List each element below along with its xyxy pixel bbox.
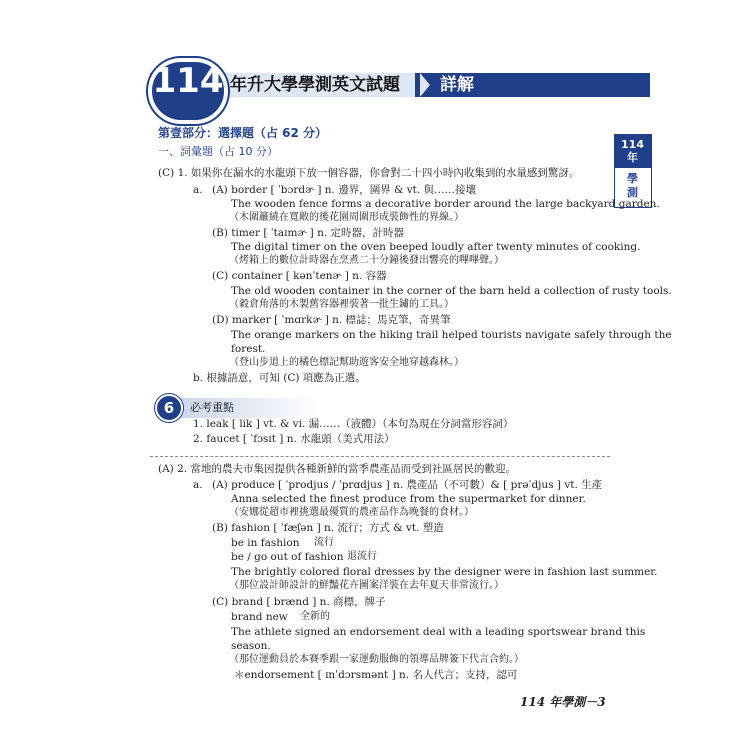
year-number: 114 <box>152 61 224 101</box>
header-arrow-shape <box>420 73 430 97</box>
q1-option-a-word: (A) border [ ˈbɔrdɚ ] n. 邊界，圍界 & vt. 與……接壤 <box>212 184 477 196</box>
q2-option-a-translation: （安娜從超市裡挑選最優質的農產品作為晚餐的食材。） <box>229 507 474 518</box>
q2-option-c-example-cont: season. <box>231 640 271 652</box>
q1-option-a-translation: （木圍籬繞在寬敞的後花園周圍形成裝飾性的界線。） <box>229 212 464 223</box>
q2-option-b-phrase-2: be / go out of fashion <box>231 551 344 563</box>
key-points-icon: 6 <box>155 394 183 422</box>
q2-option-b-word: (B) fashion [ ˈfæʃən ] n. 流行；方式 & vt. 塑造 <box>212 522 444 534</box>
side-tab-year: 114 年 <box>621 138 644 164</box>
page-subtitle: 詳解 <box>440 75 474 95</box>
q2-option-a-word: (A) produce [ ˈprodjus / ˈprɑdjus ] n. 農產品（不可數）& [ prəˈdjus ] vt. 生產 <box>212 479 603 491</box>
q2-option-c-phrase-1: brand new <box>231 611 288 623</box>
divider <box>150 456 610 457</box>
q2-option-a-example: Anna selected the finest produce from the supermarket for dinner. <box>231 493 586 505</box>
q1-option-b-example: The digital timer on the oven beeped loudly after twenty minutes of cooking. <box>231 241 641 253</box>
q2-option-b-phrase-2-meaning: 退流行 <box>347 551 377 562</box>
q2-option-c-note: ＊endorsement [ ɪnˈdɔrsmənt ] n. 名人代言；支持，認可 <box>234 669 518 681</box>
q1-part-a: a. <box>193 184 203 196</box>
question-2-stem: (A) 2. 當地的農夫市集因提供各種新鮮的當季農產品而受到社區居民的歡迎。 <box>158 463 516 475</box>
q1-option-d-word: (D) marker [ ˈmɑrkɚ ] n. 標誌；馬克筆，奇異筆 <box>212 314 451 326</box>
q2-option-c-example: The athlete signed an endorsement deal with a leading sportswear brand this <box>231 626 646 638</box>
q1-option-b-translation: （烤箱上的數位計時器在烹煮二十分鐘後發出響亮的嗶嗶聲。） <box>229 255 504 266</box>
key-point-1: 1. leak [ lik ] vt. & vi. 漏……（液體）（本句為現在分詞當形容詞） <box>193 418 514 430</box>
q2-part-a: a. <box>193 479 203 491</box>
question-1-stem: (C) 1. 如果你在漏水的水龍頭下放一個容器，你會對二十四小時內收集到的水量感到驚訝。 <box>158 167 580 179</box>
page-title: 年升大學學測英文試題 <box>230 75 400 95</box>
subsection-title: 一、詞彙題（占 10 分） <box>158 145 278 158</box>
key-point-2: 2. faucet [ ˈfɔsɪt ] n. 水龍頭（美式用法） <box>193 433 395 445</box>
q1-option-d-translation: （登山步道上的橘色標記幫助遊客安全地穿越森林。） <box>229 357 464 368</box>
q2-option-b-example: The brightly colored floral dresses by the designer were in fashion last summer. <box>231 566 658 578</box>
key-points-label: 必考重點 <box>190 401 234 414</box>
q2-option-c-translation: （那位運動員於本賽季跟一家運動服飾的領導品牌簽下代言合約。） <box>229 654 524 665</box>
q2-option-c-word: (C) brand [ brænd ] n. 商標，牌子 <box>212 596 386 608</box>
side-tab-label: 學 測 <box>627 172 638 199</box>
section-title: 第壹部分：選擇題（占 62 分） <box>158 126 328 140</box>
page-footer: 114 年學測－3 <box>520 695 606 709</box>
q2-option-c-phrase-1-meaning: 全新的 <box>300 611 330 622</box>
q2-option-b-phrase-1-meaning: 流行 <box>314 537 334 548</box>
q1-option-b-word: (B) timer [ ˈtaɪmɚ ] n. 定時器，計時器 <box>212 227 405 239</box>
q2-option-b-translation: （那位設計師設計的鮮豔花卉圖案洋裝在去年夏天非常流行。） <box>229 580 504 591</box>
q1-option-a-example: The wooden fence forms a decorative border around the large backyard garden. <box>231 198 660 210</box>
q1-option-d-example-cont: forest. <box>231 343 266 355</box>
q1-part-b: b. 根據語意，可知 (C) 項應為正選。 <box>193 372 366 384</box>
q1-option-c-word: (C) container [ kənˈtenɚ ] n. 容器 <box>212 270 387 282</box>
q1-option-c-example: The old wooden container in the corner of the barn held a collection of rusty tools. <box>231 285 672 297</box>
q1-option-d-example: The orange markers on the hiking trail helped tourists navigate safely through the <box>231 329 672 341</box>
q2-option-b-phrase-1: be in fashion <box>231 537 300 549</box>
q1-option-c-translation: （穀倉角落的木製舊容器裡裝著一批生鏽的工具。） <box>229 299 454 310</box>
